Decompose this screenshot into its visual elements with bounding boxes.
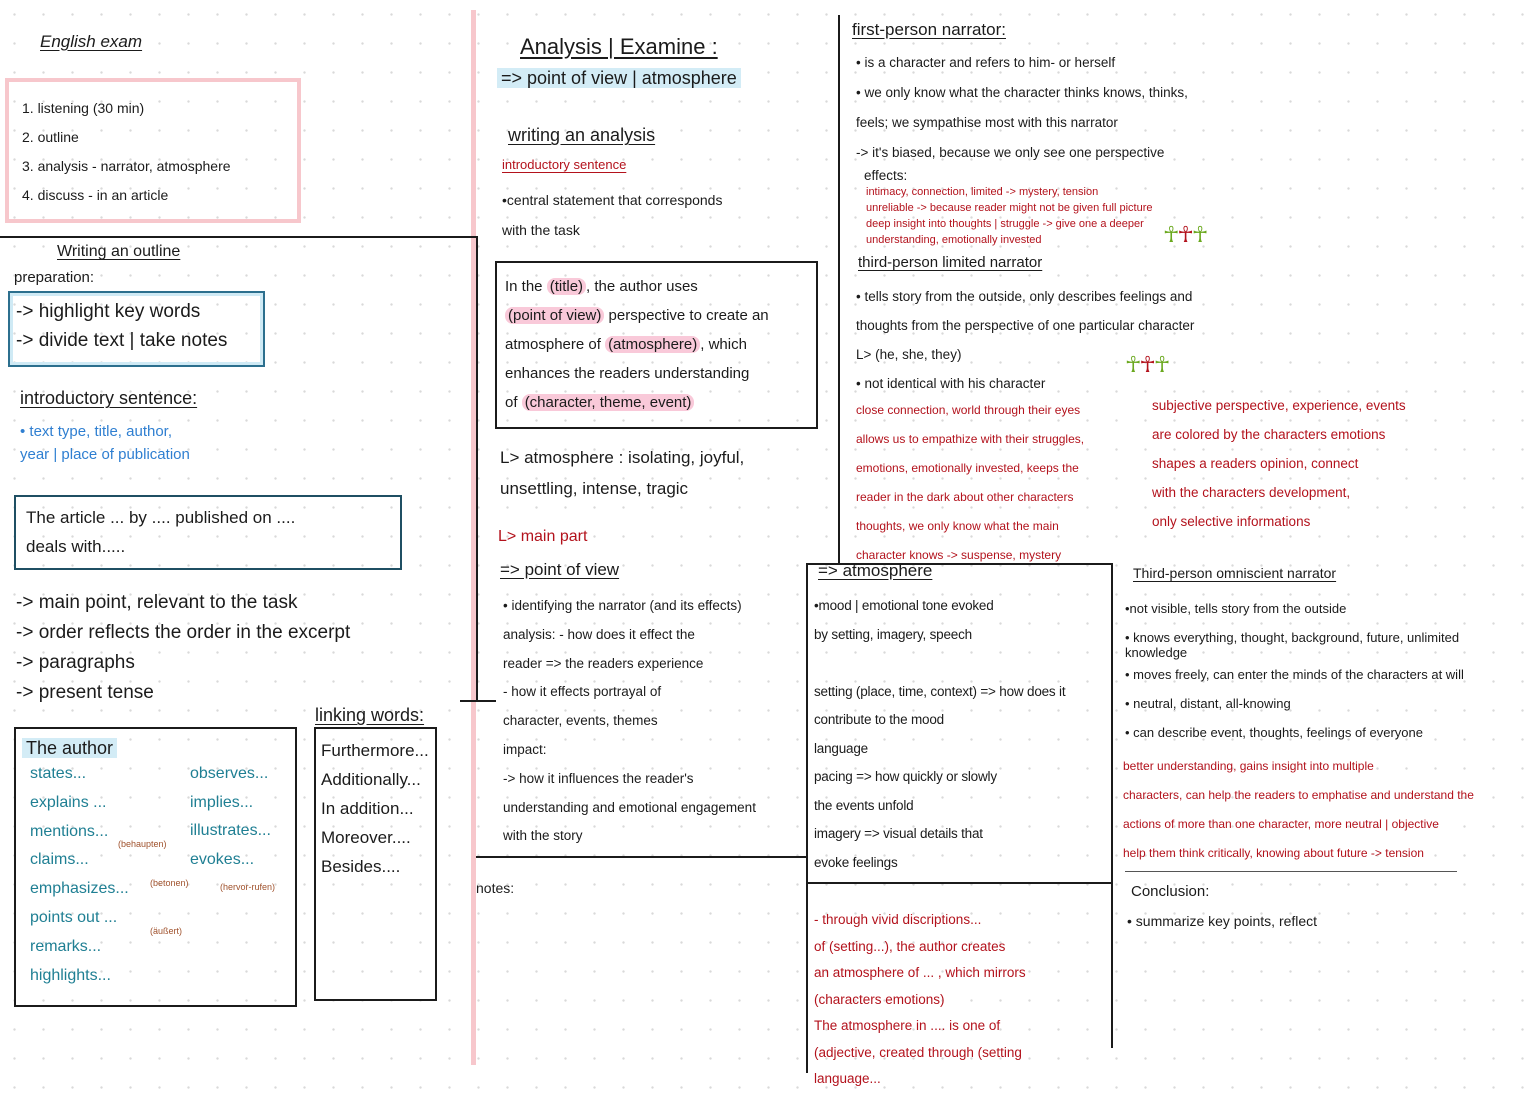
text-line: •mood | emotional tone evoked	[814, 598, 994, 613]
third-limited-heading: third-person limited narrator	[858, 254, 1043, 271]
text-line: • we only know what the character thinks knows, thinks,	[856, 85, 1188, 100]
text-line: with the characters development,	[1152, 485, 1351, 500]
text-line: analysis: - how does it effect the	[503, 626, 695, 642]
atmosphere-heading: => atmosphere	[818, 561, 933, 580]
text-line: contribute to the mood	[814, 712, 944, 727]
linking-words-list	[321, 736, 429, 881]
page-title: English exam	[40, 32, 143, 51]
text-line: language	[814, 740, 868, 756]
text-line: • moves freely, can enter the minds of the characters at will	[1125, 667, 1464, 682]
placeholder-highlight: (atmosphere)	[605, 336, 700, 353]
conclusion-heading: Conclusion:	[1131, 883, 1210, 900]
text-segment: , the author uses	[586, 278, 698, 295]
text-line: implies...	[190, 793, 254, 811]
text-line	[505, 359, 769, 388]
german-hint: (äußert)	[150, 926, 183, 936]
first-person-lines	[856, 48, 1188, 168]
text-line: states...	[30, 765, 87, 782]
text-line	[505, 330, 769, 359]
text-line: 4. discuss - in an article	[22, 187, 169, 203]
text-line: by setting, imagery, speech	[814, 626, 972, 642]
text-line: character knows -> suspense, mystery	[856, 548, 1062, 562]
text-line: -> main point, relevant to the task	[16, 592, 298, 613]
text-line: year | place of publication	[20, 446, 190, 463]
text-segment: , which	[700, 336, 747, 353]
analysis-heading: Analysis | Examine :	[520, 34, 718, 59]
text-line: • identifying the narrator (and its effects)	[503, 598, 742, 613]
third-limited-effects-right	[1152, 391, 1406, 536]
text-line: help them think critically, knowing about future -> tension	[1123, 846, 1424, 860]
analysis-subheading-text: => point of view | atmosphere	[497, 68, 741, 88]
divider	[838, 15, 840, 565]
atmosphere-words	[500, 442, 744, 504]
text-line: - how it effects portrayal of	[503, 684, 662, 700]
text-line: remarks...	[30, 937, 102, 955]
text-line: impact:	[503, 741, 547, 757]
text-line: • neutral, distant, all-knowing	[1125, 696, 1291, 711]
text-line: with the story	[503, 828, 583, 844]
text-line: 3. analysis - narrator, atmosphere	[22, 158, 231, 174]
text-line: -> how it influences the reader's	[503, 770, 694, 786]
text-line: evoke feelings	[814, 854, 898, 870]
placeholder-highlight: (point of view)	[505, 307, 604, 324]
text-line: emotions, emotionally invested, keeps the	[856, 461, 1079, 475]
outline-heading: Writing an outline	[57, 243, 181, 260]
text-segment: enhances the readers understanding	[505, 365, 750, 382]
article-template	[26, 503, 295, 561]
text-line: evokes...	[190, 850, 255, 868]
text-line: feels; we sympathise most with this narrator	[856, 115, 1118, 130]
text-line: close connection, world through their eyes	[856, 403, 1081, 417]
conclusion-line: • summarize key points, reflect	[1127, 913, 1318, 929]
text-segment: In the	[505, 278, 547, 295]
text-line: 2. outline	[22, 129, 79, 145]
text-line: -> order reflects the order in the excerpt	[16, 622, 351, 643]
stick-figures-icon: ☥☥☥	[1125, 352, 1169, 377]
verbs-right	[190, 760, 271, 874]
text-line: understanding and emotional engagement	[503, 799, 756, 815]
omniscient-lines	[1125, 594, 1515, 747]
text-segment: perspective to create an	[604, 307, 769, 324]
text-line: an atmosphere of ... , which mirrors	[814, 965, 1026, 980]
divider	[476, 856, 806, 858]
placeholder-highlight: (character, theme, event)	[522, 394, 695, 411]
pov-lines	[503, 592, 756, 851]
german-hint: (hervor-rufen)	[220, 882, 276, 892]
text-line: the events unfold	[814, 797, 914, 813]
divider	[1111, 563, 1113, 1048]
intro-heading: introductory sentence:	[20, 388, 198, 408]
text-line: language...	[814, 1071, 881, 1086]
text-line: L> (he, she, they)	[856, 347, 962, 362]
text-line: -> present tense	[16, 682, 154, 703]
divider	[476, 236, 478, 701]
text-line: explains ...	[30, 793, 107, 811]
atmosphere-lines	[814, 592, 1065, 877]
linking-heading: linking words:	[315, 705, 425, 725]
text-line: better understanding, gains insight into multiple	[1123, 759, 1374, 773]
divider	[806, 882, 1112, 884]
text-line: emphasizes...	[30, 880, 129, 898]
intro-sentence-label: introductory sentence	[502, 157, 627, 172]
text-line: allows us to empathize with their struggles,	[856, 432, 1085, 446]
text-line: 1. listening (30 min)	[22, 100, 145, 116]
preparation-list	[16, 297, 227, 355]
text-line: illustrates...	[190, 822, 271, 839]
text-line: actions of more than one character, more neutral | objective	[1123, 817, 1439, 831]
text-line: (characters emotions)	[814, 991, 945, 1007]
exam-parts-list	[22, 94, 231, 210]
third-limited-lines	[856, 282, 1194, 398]
text-line	[505, 388, 769, 417]
text-line: character, events, themes	[503, 713, 658, 729]
main-points-list	[16, 588, 350, 708]
intro-sentence-template	[505, 272, 769, 417]
stick-figures-icon: ☥☥☥	[1163, 222, 1207, 247]
text-line: subjective perspective, experience, events	[1152, 398, 1406, 413]
text-line: thoughts from the perspective of one particular character	[856, 318, 1195, 333]
text-line	[505, 272, 769, 301]
text-line: deals with.....	[26, 537, 126, 556]
text-line: imagery => visual details that	[814, 826, 983, 841]
text-segment: of	[505, 394, 522, 411]
text-line: L> atmosphere : isolating, joyful,	[500, 448, 745, 467]
intro-items	[20, 420, 190, 466]
text-line: understanding, emotionally invested	[866, 234, 1042, 246]
text-line: In addition...	[321, 799, 414, 818]
text-line: are colored by the characters emotions	[1152, 427, 1386, 442]
pov-heading: => point of view	[500, 560, 620, 579]
divider	[460, 700, 496, 702]
text-line: only selective informations	[1152, 514, 1311, 529]
text-line: -> paragraphs	[16, 652, 135, 673]
text-line: • not identical with his character	[856, 376, 1046, 391]
text-line: -> divide text | take notes	[16, 330, 228, 351]
text-line: characters, can help the readers to emphatise and understand the	[1123, 788, 1474, 802]
preparation-label: preparation:	[14, 269, 95, 286]
text-line: Furthermore...	[321, 741, 429, 760]
effects-list	[866, 184, 1152, 248]
first-person-heading: first-person narrator:	[852, 20, 1006, 39]
text-line: shapes a readers opinion, connect	[1152, 456, 1359, 471]
text-line: points out ...	[30, 908, 118, 926]
placeholder-highlight: (title)	[547, 278, 586, 295]
verbs-left	[30, 760, 129, 990]
text-line: mentions...	[30, 822, 109, 840]
text-line: highlights...	[30, 966, 111, 984]
text-line: •central statement that corresponds	[502, 192, 723, 208]
text-line: • can describe event, thoughts, feelings of everyone	[1125, 725, 1423, 740]
text-line: - through vivid discriptions...	[814, 912, 982, 927]
text-line: observes...	[190, 765, 269, 782]
text-line: unreliable -> because reader might not be given full picture	[866, 202, 1153, 214]
text-line: Additionally...	[321, 770, 421, 789]
author-heading	[22, 738, 117, 759]
author-heading-text: The author	[22, 738, 117, 758]
text-line: reader in the dark about other characters	[856, 490, 1074, 504]
text-line: Moreover....	[321, 828, 411, 847]
main-part-label: L> main part	[498, 528, 588, 545]
text-line	[814, 649, 1065, 678]
notes-label: notes:	[476, 880, 515, 896]
central-statement	[502, 185, 722, 245]
text-line: of (setting...), the author creates	[814, 938, 1006, 954]
text-line: thoughts, we only know what the main	[856, 519, 1059, 533]
omniscient-heading: Third-person omniscient narrator	[1133, 565, 1337, 581]
text-line: -> highlight key words	[16, 301, 201, 322]
text-segment: atmosphere of	[505, 336, 606, 353]
text-line	[505, 301, 769, 330]
effects-label: effects:	[864, 168, 908, 183]
text-line: Besides....	[321, 857, 401, 876]
text-line: • tells story from the outside, only describes feelings and	[856, 289, 1193, 304]
text-line: The article ... by .... published on ....	[26, 508, 296, 527]
third-limited-effects-left	[856, 396, 1084, 570]
writing-analysis-heading: writing an analysis	[508, 125, 656, 145]
text-line: reader => the readers experience	[503, 655, 704, 671]
text-line: • knows everything, thought, background, future, unlimited knowledge	[1125, 630, 1460, 660]
text-line: unsettling, intense, tragic	[500, 479, 689, 498]
divider	[0, 236, 477, 238]
text-line: -> it's biased, because we only see one perspective	[856, 145, 1165, 160]
divider	[806, 563, 808, 1073]
german-hint: (behaupten)	[118, 839, 167, 849]
text-line: deep insight into thoughts | struggle -> give one a deeper	[866, 218, 1144, 230]
divider	[1125, 871, 1457, 872]
german-hint: (betonen)	[150, 878, 189, 888]
text-line: pacing => how quickly or slowly	[814, 769, 997, 784]
text-line: setting (place, time, context) => how does it	[814, 683, 1066, 699]
text-line: The atmosphere in .... is one of	[814, 1018, 1001, 1033]
text-line: • text type, title, author,	[20, 423, 172, 440]
text-line: (adjective, created through (setting	[814, 1044, 1022, 1060]
text-line: •not visible, tells story from the outside	[1125, 601, 1347, 616]
omniscient-effects	[1123, 752, 1474, 868]
text-line: claims...	[30, 851, 89, 869]
text-line: with the task	[502, 222, 580, 238]
text-line: • is a character and refers to him- or herself	[856, 55, 1116, 70]
analysis-subheading	[497, 68, 741, 89]
atmosphere-templates	[814, 907, 1026, 1093]
text-line: intimacy, connection, limited -> mystery, tension	[866, 186, 1099, 198]
